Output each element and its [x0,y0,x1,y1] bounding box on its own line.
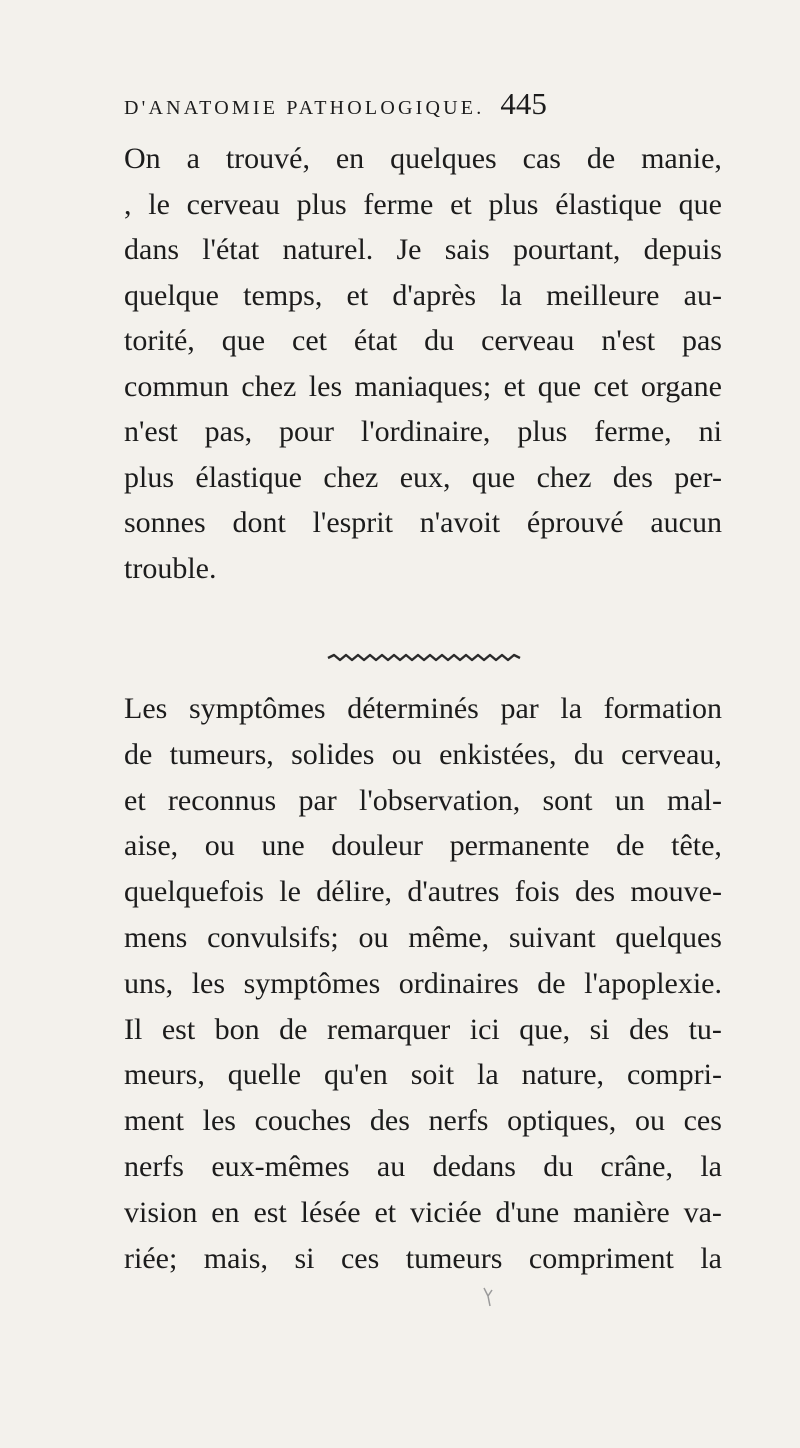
word: plus [296,187,347,221]
word: sont [542,783,593,817]
word: au- [683,278,722,312]
word: sais [444,233,490,266]
word: solides [291,737,375,771]
word: depuis [643,233,722,266]
word: chez [241,369,297,403]
word: crâne, [600,1149,673,1183]
text-line [124,1052,722,1098]
word: symptômes [243,966,381,1000]
text-line [124,686,722,732]
word: ni [698,415,722,448]
word: bon [214,1012,260,1046]
running-head [124,86,714,122]
word: par [298,783,337,817]
running-head-title: D'ANATOMIE PATHOLOGIQUE. [124,97,485,119]
text-line [124,1236,722,1282]
word: organe [640,369,722,403]
word: plus [517,415,568,448]
word: quelques [390,142,497,175]
word: manie, [641,142,722,175]
word: soit [410,1058,455,1092]
word: des [612,460,653,494]
word: nerfs [124,1149,184,1183]
word: va- [683,1195,722,1229]
word: le [279,875,301,909]
word: quelques [615,920,722,954]
word: plus [488,187,539,221]
word: la [700,1241,722,1275]
text-line [124,227,722,273]
word: ou [634,1104,665,1138]
text-line [124,1190,722,1236]
word: ou [391,737,422,771]
word: On [124,142,161,175]
word: symptômes [188,692,326,725]
word: meilleure [546,278,660,312]
text-line [124,455,722,501]
word: en [335,142,365,175]
word: du [424,324,455,357]
word: eux, [399,460,451,494]
word: au [376,1149,406,1183]
word: dedans [432,1149,516,1183]
word: par [500,692,539,725]
word: , [124,187,132,221]
word: commun [124,369,229,403]
word: et [124,783,146,817]
word: et [346,278,369,312]
word: pas [681,324,722,357]
word: la [560,692,583,725]
paragraph-mania-brain [124,136,722,591]
word: sonnes [124,506,206,539]
word: d'après [392,278,477,312]
word: optiques, [507,1104,617,1138]
word: si [589,1012,610,1046]
word: des [629,1012,670,1046]
word: ferme [363,187,434,221]
word: n'est [601,324,656,357]
word: ici [469,1012,500,1046]
word: Il [124,1012,143,1046]
word: a [186,142,200,175]
text-line [124,915,722,961]
text-line [124,546,722,592]
word: meurs, [124,1058,205,1092]
word: délire, [316,875,393,909]
word: et [374,1195,397,1229]
word: reconnus [167,783,277,817]
text-line [124,409,722,455]
word: uns, [124,966,174,1000]
word: convulsifs; [207,920,339,954]
text-line [124,136,722,182]
word: le [148,187,170,221]
word: pourtant, [512,233,621,266]
word: ferme, [594,415,672,448]
text-line [124,500,722,546]
word: élastique [195,460,303,494]
word: quelquefois [124,875,264,909]
word: manière [573,1195,670,1229]
word: fois [514,875,560,909]
word: viciée [410,1195,482,1229]
word: quelque [124,278,219,312]
word: compri- [626,1058,722,1092]
word: que, [519,1012,571,1046]
word: lésée [300,1195,361,1229]
word: pour [279,415,335,448]
word: de [124,737,153,771]
word: nature, [521,1058,605,1092]
word: que [537,369,582,403]
text-line [124,961,722,1007]
word: les [191,966,226,1000]
word: plus [124,460,175,494]
text-line [124,364,722,410]
word: élastique [555,187,662,221]
word: Je [396,233,422,266]
word: ou [358,920,389,954]
word: riée; [124,1241,178,1275]
word: mais, [203,1241,268,1275]
word: en [211,1195,240,1229]
word: couches [254,1104,352,1138]
word: l'ordinaire, [360,415,491,448]
word: suivant [508,920,596,954]
text-line [124,869,722,915]
word: mens [124,920,188,954]
word: mal- [667,783,722,817]
word: d'autres [407,875,500,909]
word: de [586,142,616,175]
word: ces [340,1241,380,1275]
word: permanente [449,829,590,863]
word: tumeurs [405,1241,503,1275]
word: des [369,1104,410,1138]
word: dans [124,233,179,266]
word: des [575,875,616,909]
word: l'esprit [312,506,393,539]
page-number: 445 [500,86,547,121]
word: douleur [331,829,423,863]
text-line [124,732,722,778]
word: les [202,1104,236,1138]
text-line [124,823,722,869]
text-line [124,182,722,228]
word: que [471,460,516,494]
word: compriment [528,1241,674,1275]
word: aise, [124,829,179,863]
text-line [124,778,722,824]
word: n'est [124,415,178,448]
word: temps, [243,278,323,312]
word: déterminés [347,692,479,725]
word: de [537,966,566,1000]
word: et [503,369,526,403]
word: la [500,278,522,312]
word: torité, [124,324,195,357]
word: vision [124,1195,198,1229]
word: que [678,187,722,221]
word: cet [292,324,327,357]
word: chez [323,460,379,494]
word: quelle [227,1058,302,1092]
word: et [450,187,472,221]
word: la [700,1149,722,1183]
word: même, [408,920,490,954]
word: cas [522,142,561,175]
word: tu- [688,1012,722,1046]
word: ordinaires [398,966,519,1000]
word: trouvé, [225,142,310,175]
word: mouve- [630,875,722,909]
word: cerveau [186,187,280,221]
word: les [308,369,343,403]
word: état [353,324,398,357]
word: ou [204,829,235,863]
word: pas, [204,415,253,448]
text-line [124,1098,722,1144]
word: un [614,783,645,817]
word: remarquer [326,1012,451,1046]
word: cerveau [481,324,575,357]
word: qu'en [324,1058,388,1092]
word: l'apoplexie. [584,966,722,1000]
word: dont [232,506,286,539]
word: de [279,1012,308,1046]
word: naturel. [282,233,374,266]
word: est [253,1195,287,1229]
word: ces [683,1104,722,1138]
word: Les [124,692,168,725]
word: du [573,737,604,771]
word: l'état [202,233,260,266]
text-line [124,1007,722,1053]
word: si [294,1241,315,1275]
word: formation [603,692,722,725]
paragraph-tumour-symptoms [124,686,722,1281]
word: enkistées, [439,737,557,771]
word: que [221,324,266,357]
text-line [124,1144,722,1190]
word: cet [593,369,629,403]
word: la [476,1058,499,1092]
word: l'observation, [359,783,521,817]
word: eux-mêmes [211,1149,350,1183]
line-text: trouble. [124,551,217,585]
word: per- [674,460,722,494]
word: tumeurs, [169,737,274,771]
word: d'une [495,1195,560,1229]
word: de [616,829,645,863]
word: chez [536,460,592,494]
word: ment [124,1104,184,1138]
ink-mark [480,1286,496,1308]
word: aucun [650,506,722,539]
word: du [543,1149,574,1183]
word: n'avoit [419,506,501,539]
ornamental-separator [326,652,522,664]
text-line [124,273,722,319]
word: nerfs [428,1104,489,1138]
word: maniaques; [354,369,492,403]
word: tête, [671,829,722,863]
word: est [161,1012,196,1046]
word: éprouvé [526,506,624,539]
word: cerveau, [621,737,722,771]
word: une [261,829,305,863]
text-line [124,318,722,364]
